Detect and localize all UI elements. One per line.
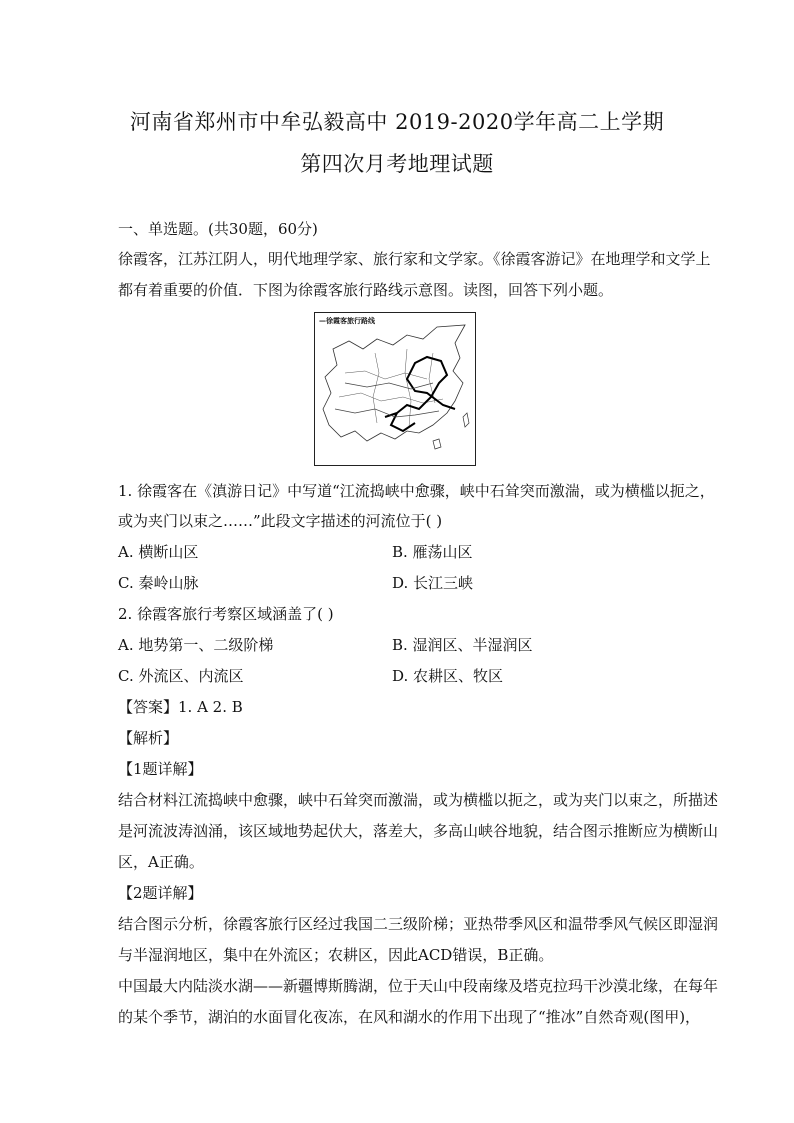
- detail-1-line-1: 结合材料江流捣峡中愈骤，峡中石耸突而激湍，或为横槛以扼之，或为夹门以束之，所描述: [118, 791, 719, 809]
- detail-1-line-3: 区，A正确。: [118, 853, 204, 871]
- map-coastline: [323, 325, 465, 441]
- q2-option-d: D. 农耕区、牧区: [392, 667, 504, 685]
- q1-option-b: B. 雁荡山区: [392, 543, 473, 561]
- detail-1-heading: 【1题详解】: [118, 760, 203, 778]
- q2-option-a: A. 地势第一、二级阶梯: [118, 636, 274, 654]
- answer-line: 【答案】1. A 2. B: [118, 698, 243, 716]
- q2-option-c: C. 外流区、内流区: [118, 667, 244, 685]
- question-1-line-2: 或为夹门以束之……”此段文字描述的河流位于( ): [118, 512, 443, 530]
- title-line-2: 第四次月考地理试题: [300, 152, 494, 176]
- detail-2-heading: 【2题详解】: [118, 884, 203, 902]
- analysis-heading: 【解析】: [118, 729, 179, 747]
- title-line-1: 河南省郑州市中牟弘毅高中 2019-2020学年高二上学期: [129, 110, 665, 134]
- q2-option-b: B. 湿润区、半湿润区: [392, 636, 533, 654]
- passage-3-line-1: 中国最大内陆淡水湖——新疆博斯腾湖，位于天山中段南缘及塔克拉玛干沙漠北缘，在每年: [118, 977, 719, 995]
- passage-3-line-2: 的某个季节，湖泊的水面冒化夜冻，在风和湖水的作用下出现了“推冰”自然奇观(图甲)，: [118, 1008, 701, 1026]
- map-legend: —徐霞客旅行路线: [319, 317, 375, 325]
- question-2: 2. 徐霞客旅行考察区域涵盖了( ): [118, 605, 334, 623]
- q1-option-a: A. 横断山区: [118, 543, 199, 561]
- section-heading: 一、单选题。(共30题，60分): [118, 220, 318, 238]
- detail-2-line-1: 结合图示分析，徐霞客旅行区经过我国二三级阶梯；亚热带季风区和温带季风气候区即湿润: [118, 915, 719, 933]
- map-island-east: [463, 413, 469, 427]
- map-travel-route: [385, 357, 455, 431]
- intro-line-1: 徐霞客，江苏江阴人，明代地理学家、旅行家和文学家。《徐霞客游记》在地理学和文学上: [118, 250, 711, 268]
- detail-2-line-2: 与半湿润地区，集中在外流区；农耕区，因此ACD错误，B正确。: [118, 946, 554, 964]
- q1-option-d: D. 长江三峡: [392, 574, 474, 592]
- map-island: [433, 439, 441, 449]
- detail-1-line-2: 是河流波涛汹涌，该区域地势起伏大，落差大，多高山峡谷地貌，结合图示推断应为横断山: [118, 822, 719, 840]
- question-1-line-1: 1. 徐霞客在《滇游日记》中写道“江流捣峡中愈骤，峡中石耸突而激湍，或为横槛以扼之，: [118, 482, 715, 500]
- china-map-drawing: [315, 313, 475, 465]
- intro-line-2: 都有着重要的价值．下图为徐霞客旅行路线示意图。读图，回答下列小题。: [118, 281, 614, 299]
- q1-option-c: C. 秦岭山脉: [118, 574, 199, 592]
- travel-route-map: [314, 312, 476, 466]
